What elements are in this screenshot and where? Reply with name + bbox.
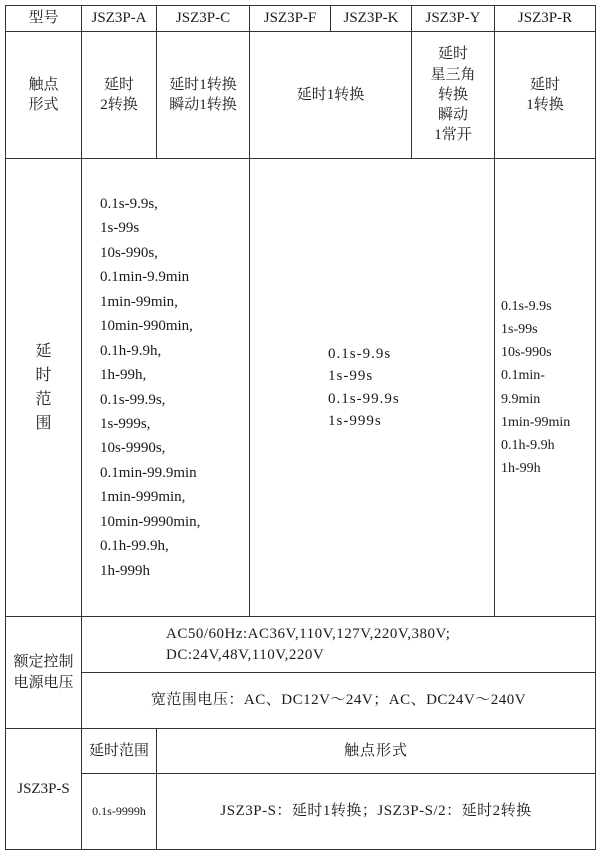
range-ac-item: 10s-9990s, [100,440,166,457]
range-r-item: 9.9min [501,391,541,407]
s-contact-header: 触点形式 [157,729,596,774]
voltage-wide: 宽范围电压：AC、DC12V～24V；AC、DC24V～240V [82,673,596,729]
range-ac-item: 0.1h-99.9h, [100,538,169,555]
voltage-line-ac: AC50/60Hz:AC36V,110V,127V,220V,380V; [166,626,451,643]
range-label-char: 延 [35,342,52,360]
range-fky-item: 1s-99s [328,368,374,384]
contact-y-line: 延时 [437,46,468,63]
range-r-item: 1h-99h [501,460,541,476]
range-ac-item: 10min-990min, [100,318,193,335]
range-ac-item: 1h-99h, [100,367,147,384]
contact-y-line: 瞬动 [437,107,468,124]
range-fky [250,159,495,617]
contact-row-label [6,32,82,159]
range-r-item: 0.1s-9.9s [501,299,552,315]
range-ac-item: 0.1h-9.9h, [100,342,162,359]
s-model-label: JSZ3P-S [6,729,82,850]
s-header-row [6,729,596,774]
range-label-char: 范 [35,390,52,408]
range-ac [82,159,250,617]
range-ac-item: 1s-99s [100,220,140,237]
range-fky-item: 1s-999s [328,413,382,429]
contact-a-line: 2转换 [100,97,138,113]
s-range-value: 0.1s-9999h [82,774,157,850]
contact-c-line: 瞬动1转换 [169,97,237,113]
contact-y-line: 1常开 [434,127,472,144]
range-ac-item: 0.1min-9.9min [100,269,190,286]
range-ac-item: 1min-999min, [100,489,186,506]
contact-a [82,32,157,159]
voltage-ac-dc [82,617,596,673]
range-fky-item: 0.1s-99.9s [328,390,400,407]
contact-c-line: 延时1转换 [169,76,237,93]
range-r-item: 1s-99s [501,322,538,338]
s-value-row [6,774,596,850]
model-k: JSZ3P-K [331,6,412,32]
contact-y-line: 转换 [437,86,468,103]
range-r-item: 0.1min- [501,368,545,384]
contact-row [6,32,596,159]
model-c: JSZ3P-C [157,6,250,32]
range-ac-item: 1h-999h [100,562,150,579]
range-ac-item: 10s-990s, [100,244,158,261]
model-row [6,6,596,32]
range-ac-item: 1min-99min, [100,293,178,310]
range-row [6,159,596,617]
contact-r [495,32,596,159]
contact-c [157,32,250,159]
range-fky-item: 0.1s-9.9s [328,345,392,362]
s-contact-value: JSZ3P-S：延时1转换；JSZ3P-S/2：延时2转换 [157,774,596,850]
range-label-char: 围 [35,414,52,432]
range-r-item: 1min-99min [501,414,571,430]
range-r [495,159,596,617]
contact-y [412,32,495,159]
model-y: JSZ3P-Y [412,6,495,32]
range-row-label [6,159,82,617]
contact-a-line: 延时 [103,76,134,93]
voltage-line-dc: DC:24V,48V,110V,220V [166,646,325,663]
voltage-row-wide [6,673,596,729]
range-ac-item: 0.1s-99.9s, [100,391,166,408]
contact-fk: 延时1转换 [250,32,412,159]
model-r: JSZ3P-R [495,6,596,32]
range-ac-item: 0.1s-9.9s, [100,196,158,212]
range-r-item: 0.1h-9.9h [501,437,555,453]
range-ac-item: 1s-999s, [100,415,151,432]
contact-label-line: 触点 [28,76,59,93]
range-r-item: 10s-990s [501,345,552,361]
voltage-label-line: 电源电压 [13,674,74,691]
contact-r-line: 延时 [529,76,560,93]
voltage-label-line: 额定控制 [13,654,74,671]
voltage-row-label [6,617,82,729]
s-range-header: 延时范围 [82,729,157,774]
model-a: JSZ3P-A [82,6,157,32]
range-ac-item: 10min-9990min, [100,513,201,530]
model-label: 型号 [6,6,82,32]
range-ac-item: 0.1min-99.9min [100,464,197,481]
contact-y-line: 星三角 [430,66,476,83]
contact-label-line: 形式 [28,97,59,113]
spec-table [5,5,596,850]
range-label-char: 时 [35,366,52,384]
contact-r-line: 1转换 [526,97,564,113]
model-f: JSZ3P-F [250,6,331,32]
voltage-row-ac [6,617,596,673]
